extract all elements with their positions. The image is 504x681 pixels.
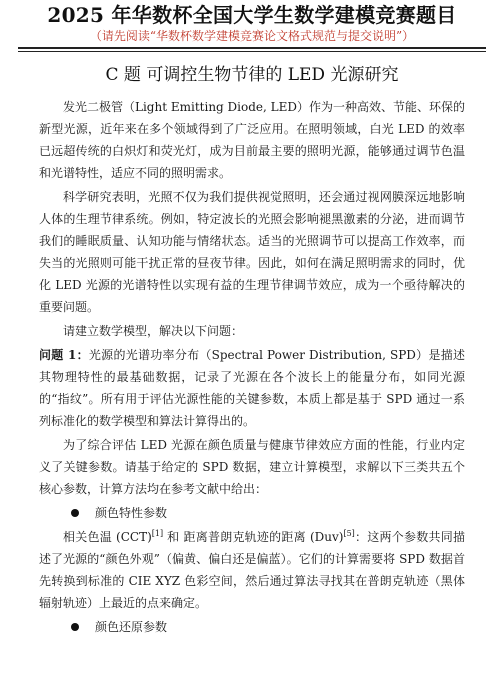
contest-subtitle: （请先阅读“华数杯数学建模竞赛论文格式规范与提交说明”） bbox=[89, 29, 415, 43]
bullet-color-characteristics bbox=[39, 502, 465, 524]
duv-text: 和 距离普朗克轨迹的距离 (Duv) bbox=[163, 530, 344, 544]
bullet-dot-icon bbox=[71, 623, 79, 631]
header-rule-thin bbox=[18, 51, 486, 52]
paragraph-instruction: 请建立数学模型，解决以下问题： bbox=[63, 324, 244, 338]
cct-duv-description: ：这两个参数共同描述了光源的“颜色外观”（偏黄、偏白还是偏蓝）。它们的计算需要将 SPD 数据首先转换到标准的 CIE XYZ 色彩空间，然后通过算法寻找其在普朗克轨迹（黑体辐射轨迹）上最近的点来确定。 bbox=[39, 530, 465, 610]
contest-title: 2025 年华数杯全国大学生数学建模竞赛题目 bbox=[47, 3, 457, 27]
header-rule-thick bbox=[18, 47, 486, 49]
question-1 bbox=[39, 344, 465, 432]
paragraph-cct-duv bbox=[39, 526, 465, 614]
header bbox=[0, 0, 504, 44]
cct-text: 相关色温 (CCT) bbox=[63, 530, 152, 544]
paragraph-research: 科学研究表明，光照不仅为我们提供视觉照明，还会通过视网膜深远地影响人体的生理节律系统。例如，特定波长的光照会影响褪黑激素的分泌，进而调节我们的睡眠质量、认知功能与情绪状态。适当的光照调节可以提高工作效率，而失当的光照则可能干扰正常的昼夜节律。因此，如何在满足照明需求的同时，优化 LED 光源的光谱特性以实现有益的生理节律调节效应，成为一个亟待解决的重要问题。 bbox=[39, 190, 465, 314]
question-1-label: 问题 1： bbox=[39, 348, 89, 362]
paragraph-parameters: 为了综合评估 LED 光源在颜色质量与健康节律效应方面的性能，行业内定义了关键参数。请基于给定的 SPD 数据，建立计算模型，求解以下三类共五个核心参数，计算方法均在参考文献中给出： bbox=[39, 438, 465, 496]
bullet-dot-icon bbox=[71, 509, 79, 517]
reference-1[interactable]: [1] bbox=[151, 529, 164, 538]
bullet-color-rendering bbox=[39, 616, 465, 638]
paragraph-intro: 发光二极管（Light Emitting Diode, LED）作为一种高效、节能、环保的新型光源，近年来在多个领域得到了广泛应用。在照明领域，白光 LED 的效率已远超传统的白炽灯和荧光灯，成为目前最主要的照明光源，能够通过调节色温和光谱特性，适应不同的照明需求。 bbox=[39, 100, 465, 180]
reference-5[interactable]: [5] bbox=[343, 529, 355, 538]
document-body bbox=[39, 64, 465, 640]
bullet-label: 颜色还原参数 bbox=[95, 620, 168, 634]
question-1-text: 光源的光谱功率分布（Spectral Power Distribution, SPD）是描述其物理特性的最基础数据，记录了光源在各个波长上的能量分布，如同光源的“指纹”。所有用于评估光源性能的关键参数，本质上都是基于 SPD 通过一系列标准化的数学模型和算法计算得出的。 bbox=[39, 348, 465, 428]
problem-title: C 题 可调控生物节律的 LED 光源研究 bbox=[105, 65, 399, 85]
bullet-label: 颜色特性参数 bbox=[95, 506, 168, 520]
